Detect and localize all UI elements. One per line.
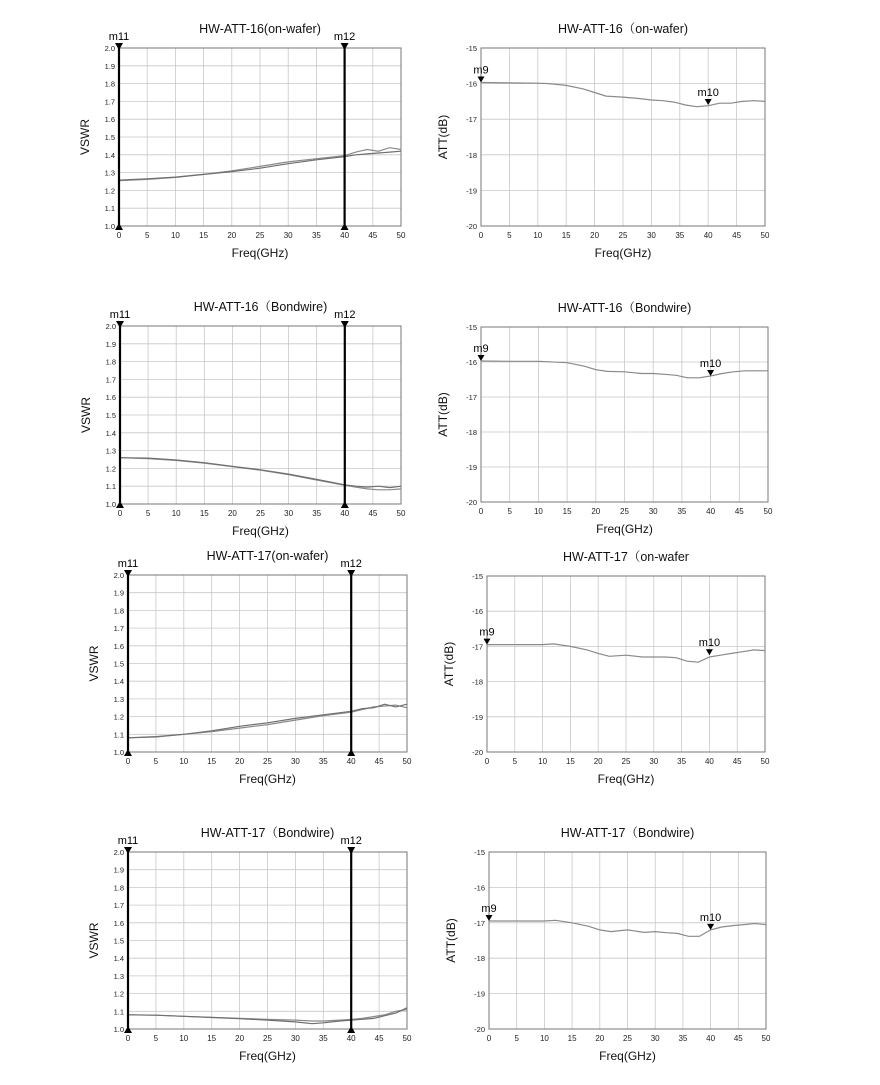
x-axis-label: Freq(GHz): [597, 772, 655, 786]
marker-label-m12: m12: [333, 31, 356, 43]
x-tick-label: 0: [478, 231, 484, 240]
y-tick-label: -19: [466, 186, 477, 196]
x-tick-label: 0: [484, 757, 490, 766]
y-tick-label: -15: [474, 848, 485, 857]
x-tick-label: 40: [706, 1034, 716, 1043]
x-tick-label: 0: [125, 757, 131, 766]
x-tick-label: 0: [486, 1034, 492, 1043]
y-tick-label: 1.4: [113, 954, 124, 964]
x-tick-label: 0: [125, 1034, 131, 1043]
x-tick-label: 20: [590, 231, 600, 240]
x-tick-label: 40: [704, 757, 714, 766]
x-axis-label: Freq(GHz): [239, 1049, 296, 1063]
x-tick-label: 30: [290, 1034, 300, 1043]
y-tick-label: 1.8: [105, 357, 116, 367]
y-tick-label: -19: [466, 463, 477, 472]
x-tick-label: 25: [263, 757, 272, 766]
chart-panel-7: [87, 826, 412, 1063]
chart-panel-5: [87, 549, 412, 786]
marker-label-m11: m11: [108, 31, 130, 43]
y-tick-label: 1.6: [104, 115, 115, 125]
marker-label-m10: m10: [697, 86, 719, 99]
y-axis-label: VSWR: [78, 119, 92, 155]
y-tick-label: 1.2: [105, 464, 116, 474]
y-tick-label: 1.5: [104, 133, 115, 142]
marker-label-m11: m11: [109, 309, 131, 321]
x-tick-label: 10: [539, 1034, 549, 1043]
marker-label-m9: m9: [479, 626, 495, 639]
y-tick-label: 1.8: [113, 883, 124, 893]
y-tick-label: 1.0: [113, 748, 124, 757]
x-tick-label: 30: [290, 757, 300, 766]
y-tick-label: 1.7: [113, 624, 124, 634]
x-tick-label: 15: [561, 231, 571, 240]
y-tick-label: -20: [474, 1025, 485, 1034]
marker-label-m9: m9: [481, 903, 497, 916]
x-tick-label: 20: [595, 1034, 605, 1043]
marker-label-m10: m10: [699, 358, 722, 370]
chart-title: HW-ATT-16（Bondwire): [557, 301, 692, 315]
x-tick-label: 40: [346, 1034, 356, 1043]
y-tick-label: 1.1: [113, 1007, 124, 1017]
x-tick-label: 10: [533, 231, 543, 240]
y-tick-label: 1.3: [113, 971, 124, 981]
x-tick-label: 40: [703, 231, 713, 240]
chart-panel-4: [436, 301, 773, 536]
y-tick-label: 1.0: [104, 222, 115, 231]
y-tick-label: 1.4: [105, 428, 116, 438]
x-tick-label: 45: [368, 231, 378, 240]
x-tick-label: 0: [117, 509, 123, 518]
y-tick-label: 1.1: [105, 482, 116, 492]
y-tick-label: 1.3: [104, 168, 115, 178]
x-tick-label: 20: [227, 231, 237, 240]
chart-title: HW-ATT-16（on-wafer): [557, 22, 689, 36]
chart-panel-6: [442, 550, 770, 786]
x-tick-label: 20: [235, 1034, 245, 1043]
x-tick-label: 10: [170, 231, 180, 240]
x-tick-label: 45: [733, 1034, 743, 1043]
y-tick-label: 1.2: [113, 712, 124, 722]
x-tick-label: 50: [402, 1034, 412, 1043]
chart-title: HW-ATT-16(on-wafer): [199, 22, 321, 36]
marker-label-m11: m11: [117, 558, 139, 570]
x-tick-label: 0: [116, 231, 122, 240]
y-tick-label: 1.5: [113, 936, 124, 946]
chart-title: HW-ATT-17（Bondwire): [200, 826, 335, 840]
x-tick-label: 50: [761, 1034, 771, 1043]
x-tick-label: 25: [263, 1034, 272, 1043]
x-tick-label: 35: [677, 757, 687, 766]
y-tick-label: -17: [466, 115, 477, 125]
y-tick-label: 2.0: [113, 848, 124, 857]
y-tick-label: 1.2: [113, 989, 124, 999]
x-tick-label: 15: [199, 231, 209, 240]
y-tick-label: -15: [466, 323, 477, 332]
y-axis-label: ATT(dB): [442, 641, 456, 687]
x-tick-label: 10: [538, 757, 548, 766]
x-tick-label: 15: [565, 757, 575, 766]
x-tick-label: 25: [620, 507, 629, 516]
marker-label-m11: m11: [117, 835, 139, 847]
y-tick-label: 1.6: [113, 918, 124, 928]
x-tick-label: 0: [478, 507, 484, 516]
marker-label-m10: m10: [699, 911, 722, 924]
y-tick-label: -19: [474, 989, 485, 999]
y-tick-label: 1.3: [105, 446, 116, 456]
x-tick-label: 30: [283, 231, 293, 240]
x-tick-label: 50: [760, 231, 770, 240]
y-axis-label: VSWR: [79, 397, 93, 433]
x-tick-label: 40: [706, 507, 716, 516]
y-tick-label: 1.7: [104, 97, 115, 107]
marker-label-m9: m9: [473, 342, 489, 355]
y-tick-label: 1.9: [113, 865, 124, 875]
x-tick-label: 35: [312, 509, 322, 518]
x-tick-label: 45: [732, 231, 742, 240]
x-tick-label: 5: [145, 509, 151, 518]
x-tick-label: 20: [591, 507, 601, 516]
x-axis-label: Freq(GHz): [231, 246, 289, 260]
x-tick-label: 30: [646, 231, 656, 240]
x-tick-label: 25: [256, 509, 265, 518]
y-tick-label: 1.6: [113, 641, 124, 651]
x-tick-label: 45: [368, 509, 378, 518]
y-tick-label: 2.0: [113, 571, 124, 580]
x-tick-label: 10: [171, 509, 181, 518]
x-tick-label: 50: [402, 757, 412, 766]
x-tick-label: 15: [207, 757, 217, 766]
y-tick-label: 1.8: [113, 606, 124, 616]
x-tick-label: 50: [763, 507, 773, 516]
x-tick-label: 15: [207, 1034, 217, 1043]
x-tick-label: 10: [533, 507, 543, 516]
x-tick-label: 45: [732, 757, 742, 766]
x-axis-label: Freq(GHz): [596, 522, 653, 536]
y-tick-label: 1.2: [104, 186, 115, 196]
x-tick-label: 35: [675, 231, 685, 240]
y-tick-label: -20: [466, 498, 477, 507]
x-tick-label: 25: [618, 231, 628, 240]
x-tick-label: 35: [318, 757, 328, 766]
x-axis-label: Freq(GHz): [594, 246, 652, 260]
marker-label-m10: m10: [698, 637, 721, 650]
x-tick-label: 50: [760, 757, 770, 766]
x-tick-label: 25: [623, 1034, 632, 1043]
x-axis-label: Freq(GHz): [232, 524, 289, 538]
y-tick-label: 1.3: [113, 694, 124, 704]
y-tick-label: -18: [472, 677, 483, 687]
x-tick-label: 5: [507, 507, 512, 516]
x-tick-label: 30: [648, 507, 658, 516]
y-tick-label: 1.8: [104, 79, 115, 89]
y-tick-label: 1.9: [105, 339, 116, 349]
x-tick-label: 35: [678, 1034, 688, 1043]
x-tick-label: 5: [507, 231, 512, 240]
marker-label-m12: m12: [334, 309, 356, 321]
marker-label-m12: m12: [340, 835, 362, 847]
y-tick-label: -15: [466, 44, 477, 53]
chart-title: HW-ATT-17（on-wafer: [563, 550, 689, 564]
x-tick-label: 30: [650, 1034, 660, 1043]
x-tick-label: 35: [677, 507, 687, 516]
x-tick-label: 40: [340, 509, 350, 518]
y-tick-label: 1.5: [113, 659, 124, 669]
y-tick-label: 2.0: [104, 44, 115, 53]
y-tick-label: -19: [472, 712, 483, 722]
chart-title: HW-ATT-17(on-wafer): [206, 549, 329, 563]
x-axis-label: Freq(GHz): [599, 1049, 656, 1063]
y-tick-label: -20: [466, 222, 477, 231]
x-tick-label: 15: [199, 509, 209, 518]
x-tick-label: 45: [374, 757, 384, 766]
y-tick-label: -18: [474, 954, 485, 964]
y-tick-label: 1.4: [104, 150, 115, 160]
y-axis-label: VSWR: [87, 922, 101, 959]
chart-panel-2: [436, 22, 770, 260]
y-tick-label: -17: [474, 918, 485, 928]
x-tick-label: 10: [179, 757, 189, 766]
y-tick-label: 1.7: [105, 375, 116, 385]
y-tick-label: 1.4: [113, 677, 124, 687]
x-tick-label: 15: [567, 1034, 577, 1043]
x-tick-label: 10: [179, 1034, 189, 1043]
x-tick-label: 45: [374, 1034, 384, 1043]
y-axis-label: VSWR: [87, 645, 101, 682]
y-tick-label: 1.1: [113, 730, 124, 740]
y-tick-label: -17: [472, 642, 483, 652]
x-tick-label: 20: [227, 509, 237, 518]
y-tick-label: 1.9: [113, 588, 124, 598]
y-tick-label: -16: [466, 79, 477, 89]
y-tick-label: 1.1: [104, 204, 115, 214]
x-tick-label: 50: [396, 509, 406, 518]
y-tick-label: -16: [472, 607, 483, 617]
chart-panel-1: [78, 22, 406, 260]
marker-label-m9: m9: [473, 64, 489, 77]
x-tick-label: 50: [396, 231, 406, 240]
x-tick-label: 5: [153, 757, 159, 766]
x-tick-label: 35: [311, 231, 321, 240]
y-tick-label: -18: [466, 428, 477, 437]
y-tick-label: -17: [466, 393, 477, 402]
x-tick-label: 35: [318, 1034, 328, 1043]
y-axis-label: ATT(dB): [436, 114, 450, 160]
y-tick-label: 1.0: [113, 1025, 124, 1034]
y-tick-label: 1.6: [105, 393, 116, 403]
chart-panel-8: [444, 826, 771, 1063]
x-tick-label: 20: [593, 757, 603, 766]
x-tick-label: 5: [153, 1034, 159, 1043]
y-tick-label: -16: [474, 883, 485, 893]
x-axis-label: Freq(GHz): [239, 772, 296, 786]
marker-label-m12: m12: [340, 558, 362, 570]
y-tick-label: -16: [466, 358, 477, 367]
y-tick-label: 1.5: [105, 411, 116, 420]
y-tick-label: -20: [472, 748, 483, 757]
y-axis-label: ATT(dB): [436, 392, 450, 437]
x-tick-label: 40: [346, 757, 356, 766]
x-tick-label: 30: [649, 757, 659, 766]
y-tick-label: 2.0: [105, 322, 116, 331]
y-tick-label: 1.9: [104, 61, 115, 71]
y-tick-label: -18: [466, 150, 477, 160]
x-tick-label: 45: [734, 507, 744, 516]
y-tick-label: 1.0: [105, 500, 116, 509]
x-tick-label: 25: [621, 757, 631, 766]
x-tick-label: 25: [255, 231, 265, 240]
x-tick-label: 30: [284, 509, 294, 518]
x-tick-label: 20: [235, 757, 245, 766]
y-tick-label: 1.7: [113, 901, 124, 911]
y-axis-label: ATT(dB): [444, 918, 458, 963]
chart-title: HW-ATT-16（Bondwire): [193, 300, 328, 314]
x-tick-label: 40: [340, 231, 350, 240]
x-tick-label: 5: [512, 757, 518, 766]
chart-panel-3: [79, 300, 406, 538]
x-tick-label: 15: [562, 507, 572, 516]
y-tick-label: -15: [472, 572, 483, 581]
x-tick-label: 5: [514, 1034, 519, 1043]
x-tick-label: 5: [144, 231, 150, 240]
chart-title: HW-ATT-17（Bondwire): [560, 826, 695, 840]
